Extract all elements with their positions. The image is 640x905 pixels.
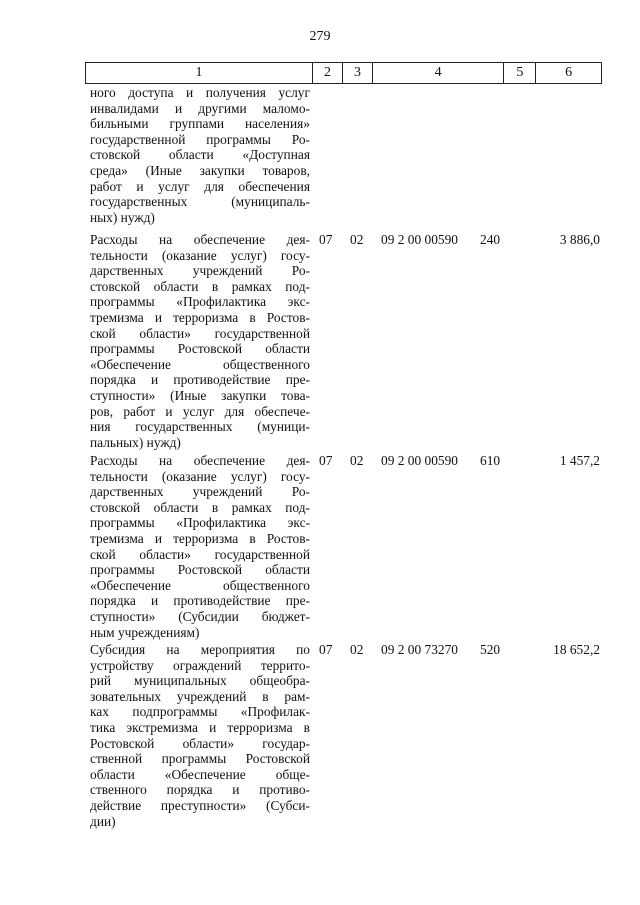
header-col-3: 3 bbox=[343, 63, 373, 83]
description-line: Расходы на обеспечение дея- bbox=[90, 453, 310, 468]
section-code: 07 bbox=[319, 642, 333, 657]
description-line: инвалидами и другими маломо- bbox=[90, 100, 310, 116]
description-line: пальных) нужд) bbox=[90, 434, 181, 450]
description-line: тремизма и терроризма в Ростов- bbox=[90, 530, 310, 546]
amount: 1 457,2 bbox=[559, 453, 600, 468]
description-line: ступности» (Иные закупки това- bbox=[90, 387, 310, 403]
description-line: порядка и противодействие пре- bbox=[90, 372, 310, 388]
description-line: действие преступности» (Субси- bbox=[90, 797, 310, 813]
description-line: государственной программы Ро- bbox=[90, 131, 310, 147]
description-line: Субсидия на мероприятия по bbox=[90, 642, 310, 657]
description-line: тельности (оказание услуг) госу- bbox=[90, 247, 310, 263]
description-line: дарственных учреждений Ро- bbox=[90, 263, 310, 279]
target-article-code: 09 2 00 00590 bbox=[381, 232, 458, 247]
description-line: стовской области в рамках под- bbox=[90, 499, 310, 515]
description-line: зовательных учреждений в рам- bbox=[90, 688, 310, 704]
description-line: ния государственных (муници- bbox=[90, 419, 310, 435]
section-code: 07 bbox=[319, 232, 333, 247]
description-line: программы Ростовской области bbox=[90, 341, 310, 357]
description-line: работ и услуг для обеспечения bbox=[90, 178, 310, 194]
description-line: ственной программы Ростовской bbox=[90, 751, 310, 767]
header-col-6: 6 bbox=[565, 65, 573, 80]
section-code: 07 bbox=[319, 453, 333, 468]
subsection-code: 02 bbox=[350, 642, 364, 657]
description-line: программы Ростовской области bbox=[90, 562, 310, 578]
description-line: среда» (Иные закупки товаров, bbox=[90, 162, 310, 178]
description-line: области «Обеспечение обще- bbox=[90, 766, 310, 782]
subsection-code: 02 bbox=[350, 232, 364, 247]
description-line: порядка и противодействие пре- bbox=[90, 593, 310, 609]
row-description bbox=[90, 85, 310, 225]
table-header bbox=[85, 62, 602, 84]
subsection-code: 02 bbox=[350, 453, 364, 468]
description-line: стовской области в рамках под- bbox=[90, 278, 310, 294]
description-line: Расходы на обеспечение дея- bbox=[90, 232, 310, 247]
expense-type-code: 610 bbox=[480, 453, 501, 468]
description-line: ступности» (Субсидии бюджет- bbox=[90, 608, 310, 624]
description-line: тельности (оказание услуг) госу- bbox=[90, 468, 310, 484]
amount: 3 886,0 bbox=[559, 232, 600, 247]
description-line: дарственных учреждений Ро- bbox=[90, 484, 310, 500]
header-col-2: 2 bbox=[313, 63, 343, 83]
description-line: ров, работ и услуг для обеспече- bbox=[90, 403, 310, 419]
description-line: ственного порядка и противо- bbox=[90, 782, 310, 798]
amount: 18 652,2 bbox=[553, 642, 600, 657]
expense-type-code: 240 bbox=[480, 232, 501, 247]
description-line: тика экстремизма и терроризма в bbox=[90, 719, 310, 735]
description-line: рий муниципальных общеобра- bbox=[90, 673, 310, 689]
description-line: ных) нужд) bbox=[90, 209, 155, 225]
description-line: бильными группами населения» bbox=[90, 116, 310, 132]
description-line: устройству ограждений террито- bbox=[90, 657, 310, 673]
header-col-1: 1 bbox=[86, 63, 313, 83]
description-line: Ростовской области» государ- bbox=[90, 735, 310, 751]
page-number: 279 bbox=[309, 29, 331, 44]
expense-type-code: 520 bbox=[480, 642, 501, 657]
description-line: «Обеспечение общественного bbox=[90, 356, 310, 372]
description-line: «Обеспечение общественного bbox=[90, 577, 310, 593]
row-description bbox=[90, 453, 310, 640]
description-line: ках подпрограммы «Профилак- bbox=[90, 704, 310, 720]
description-line: ного доступа и получения услуг bbox=[90, 85, 310, 100]
header-col-5: 5 bbox=[504, 63, 536, 83]
row-description bbox=[90, 642, 310, 829]
description-line: ской области» государственной bbox=[90, 325, 310, 341]
description-line: программы «Профилактика экс- bbox=[90, 515, 310, 531]
target-article-code: 09 2 00 00590 bbox=[381, 453, 458, 468]
description-line: дии) bbox=[90, 813, 116, 829]
description-line: программы «Профилактика экс- bbox=[90, 294, 310, 310]
row-description bbox=[90, 232, 310, 450]
description-line: ным учреждениям) bbox=[90, 624, 200, 640]
description-line: ской области» государственной bbox=[90, 546, 310, 562]
description-line: тремизма и терроризма в Ростов- bbox=[90, 309, 310, 325]
header-col-4: 4 bbox=[373, 63, 504, 83]
target-article-code: 09 2 00 73270 bbox=[381, 642, 458, 657]
description-line: государственных (муниципаль- bbox=[90, 194, 310, 210]
description-line: стовской области «Доступная bbox=[90, 147, 310, 163]
